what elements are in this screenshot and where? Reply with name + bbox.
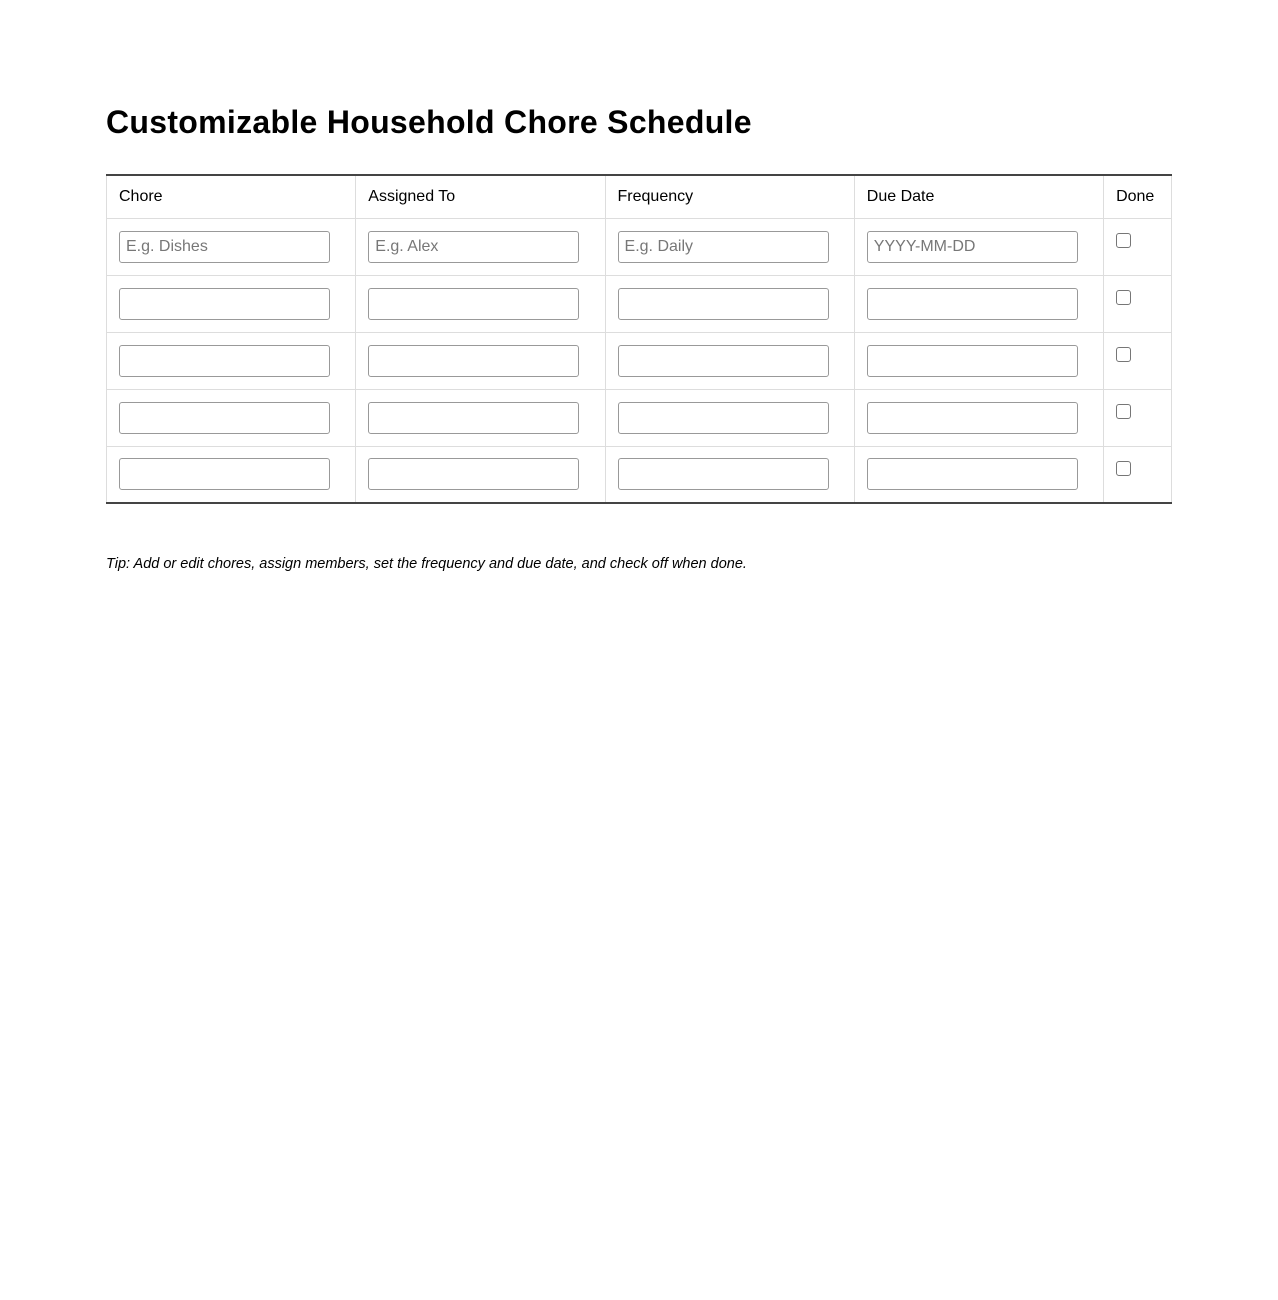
header-due-date: Due Date <box>854 175 1103 218</box>
frequency-input[interactable] <box>618 288 829 320</box>
chore-input[interactable] <box>119 288 330 320</box>
done-checkbox[interactable] <box>1116 290 1131 305</box>
due-date-input[interactable] <box>867 231 1078 263</box>
chore-table <box>106 174 1172 504</box>
table-row <box>107 446 1172 503</box>
table-row <box>107 332 1172 389</box>
chore-input[interactable] <box>119 231 330 263</box>
done-checkbox[interactable] <box>1116 404 1131 419</box>
due-date-input[interactable] <box>867 402 1078 434</box>
table-row <box>107 389 1172 446</box>
header-chore: Chore <box>107 175 356 218</box>
assigned-to-input[interactable] <box>368 288 579 320</box>
chore-input[interactable] <box>119 402 330 434</box>
frequency-input[interactable] <box>618 231 829 263</box>
due-date-input[interactable] <box>867 345 1078 377</box>
frequency-input[interactable] <box>618 345 829 377</box>
chore-input[interactable] <box>119 345 330 377</box>
header-done: Done <box>1104 175 1172 218</box>
frequency-input[interactable] <box>618 402 829 434</box>
tip-text: Tip: Add or edit chores, assign members, set the frequency and due date, and check off when done. <box>106 555 747 572</box>
due-date-input[interactable] <box>867 288 1078 320</box>
done-checkbox[interactable] <box>1116 461 1131 476</box>
header-assigned-to: Assigned To <box>356 175 605 218</box>
due-date-input[interactable] <box>867 458 1078 490</box>
table-header-row <box>107 175 1172 218</box>
assigned-to-input[interactable] <box>368 402 579 434</box>
assigned-to-input[interactable] <box>368 345 579 377</box>
table-row <box>107 218 1172 275</box>
page-title: Customizable Household Chore Schedule <box>106 104 752 140</box>
table-row <box>107 275 1172 332</box>
assigned-to-input[interactable] <box>368 458 579 490</box>
done-checkbox[interactable] <box>1116 233 1131 248</box>
header-frequency: Frequency <box>605 175 854 218</box>
done-checkbox[interactable] <box>1116 347 1131 362</box>
frequency-input[interactable] <box>618 458 829 490</box>
assigned-to-input[interactable] <box>368 231 579 263</box>
chore-input[interactable] <box>119 458 330 490</box>
